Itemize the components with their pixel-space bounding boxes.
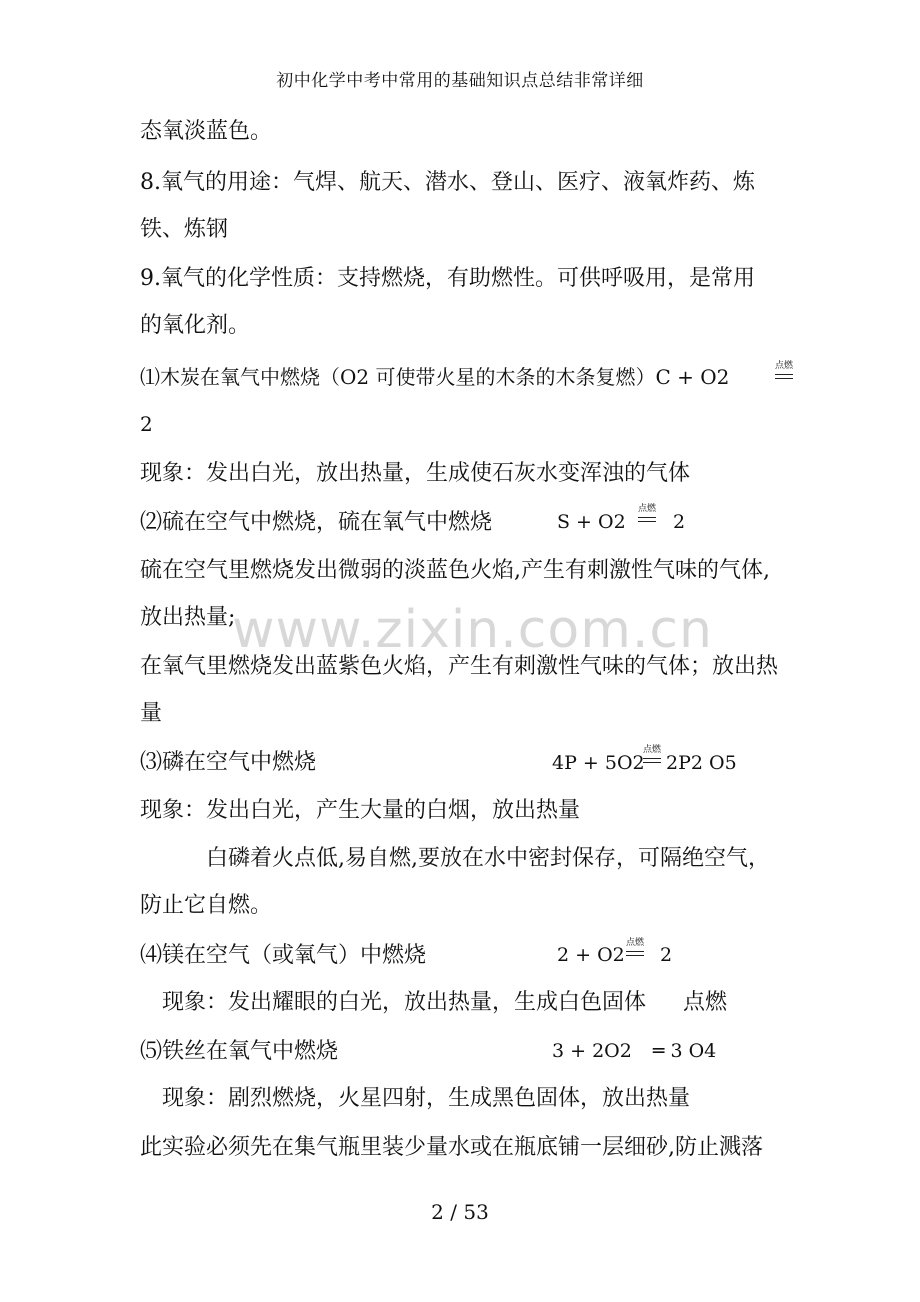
ignition-condition: 点燃 [643, 745, 662, 755]
text-line: 硫在空气里燃烧发出微弱的淡蓝色火焰,产生有刺激性气味的气体, [140, 558, 770, 583]
ignition-condition: 点燃 [626, 938, 645, 948]
ignition-label: 点燃 [683, 990, 728, 1015]
text-line: 现象：发出白光，产生大量的白烟，放出热量 [140, 798, 581, 823]
text-line: ⑵硫在空气中燃烧，硫在氧气中燃烧 [140, 510, 493, 535]
text-line: 现象：发出白光，放出热量，生成使石灰水变浑浊的气体 [140, 461, 691, 486]
text-line: 放出热量; [140, 605, 236, 630]
text-line: ⑴木炭在氧气中燃烧（O2 可使带火星的木条的木条复燃）C + O2 [140, 365, 730, 389]
equation-phosphorus-product: 2P2 O5 [666, 752, 737, 774]
text-line: 现象：剧烈燃烧，火星四射，生成黑色固体，放出热量 [162, 1086, 691, 1111]
text-line: 8.氧气的用途：气焊、航天、潜水、登山、医疗、液氧炸药、炼 [140, 170, 755, 195]
equation-iron: 3 + 2O2 [552, 1040, 632, 1062]
text-line: 防止它自燃。 [140, 893, 273, 918]
text-line: 2 [140, 412, 153, 436]
text-line: 白磷着火点低,易自燃,要放在水中密封保存，可隔绝空气， [206, 846, 770, 871]
watermark: www.zixin.com.cn [232, 600, 713, 660]
equation-sulfur-product: 2 [673, 511, 686, 533]
page-number: 2 / 53 [431, 1200, 489, 1224]
text-line: 此实验必须先在集气瓶里装少量水或在瓶底铺一层细砂,防止溅落 [140, 1135, 763, 1160]
text-line: 9.氧气的化学性质：支持燃烧，有助燃性。可供呼吸用，是常用 [140, 266, 755, 291]
text-line: ⑶磷在空气中燃烧 [140, 750, 317, 775]
text-line: 铁、炼钢 [140, 217, 229, 242]
ignition-condition: 点燃 [638, 504, 657, 514]
text-line: ⑸铁丝在氧气中燃烧 [140, 1039, 339, 1064]
text-line: 在氧气里燃烧发出蓝紫色火焰，产生有刺激性气味的气体；放出热 [140, 654, 779, 679]
ignition-condition: 点燃 [775, 361, 794, 371]
equation-magnesium: 2 + O2 [557, 944, 625, 966]
text-line: 的氧化剂。 [140, 313, 251, 338]
equation-magnesium-product: 2 [660, 944, 673, 966]
text-line: ⑷镁在空气（或氧气）中燃烧 [140, 943, 427, 968]
text-line: 态氧淡蓝色。 [140, 119, 273, 144]
equation-iron-product: ═ 3 O4 [653, 1040, 717, 1062]
page-header: 初中化学中考中常用的基础知识点总结非常详细 [276, 71, 644, 91]
text-line: 量 [140, 701, 163, 726]
text-line: 现象：发出耀眼的白光，放出热量，生成白色固体 [162, 990, 647, 1015]
equation-phosphorus: 4P + 5O2 [552, 752, 645, 774]
equation-sulfur: S + O2 [557, 511, 626, 533]
